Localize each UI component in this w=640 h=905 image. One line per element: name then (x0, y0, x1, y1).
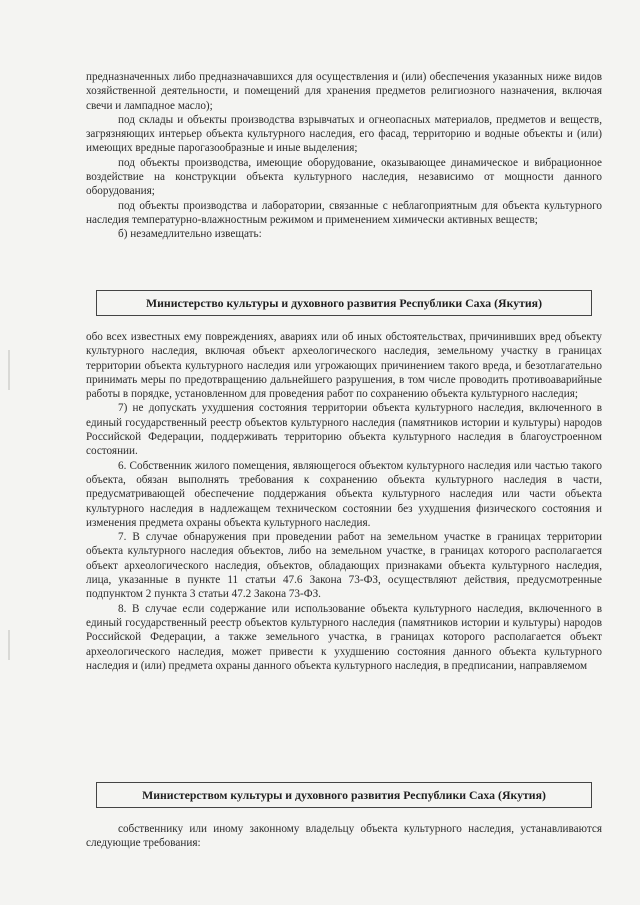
paragraph: 7) не допускать ухудшения состояния территории объекта культурного наследия, включенного в единый государственный реестр объектов культурного наследия (памятников истории и культуры) народов Российской Федерации, поддерживать территорию объекта культурного наследия в благоустроенном состоянии. (86, 402, 602, 458)
text-block-middle (86, 330, 602, 673)
scan-margin-mark (8, 350, 10, 390)
ministry-stamp: Министерством культуры и духовного развития Республики Саха (Якутия) (96, 782, 592, 808)
text-block-top (86, 70, 602, 242)
paragraph: под объекты производства, имеющие оборудование, оказывающее динамическое и вибрационное воздействие на конструкции объекта культурного наследия, независимо от мощности данного оборудования; (86, 156, 602, 198)
paragraph: 8. В случае если содержание или использование объекта культурного наследия, включенного в единый государственный реестр объектов культурного наследия (памятников истории и культуры) народов Российской Федерации, а также земельного участка, в границах которого располагается объект археологического наследия, может привести к ухудшению состояния данного объекта культурного наследия и (или) предмета охраны данного объекта культурного наследия, в предписании, направляемом (86, 602, 602, 672)
paragraph: обо всех известных ему повреждениях, авариях или об иных обстоятельствах, причинивших вред объекту культурного наследия, включая объект археологического наследия, земельному участку в границах территории объекта культурного наследия или угрожающих причинением такого вреда, и безотлагательно принимать меры по предотвращению дальнейшего разрушения, в том числе проводить противоаварийные работы в порядке, установленном для проведения работ по сохранению объекта культурного наследия; (86, 331, 602, 401)
paragraph: б) незамедлительно извещать: (118, 228, 262, 241)
paragraph: собственнику или иному законному владельцу объекта культурного наследия, устанавливаются следующие требования: (86, 823, 602, 850)
ministry-stamp: Министерство культуры и духовного развития Республики Саха (Якутия) (96, 290, 592, 316)
text-block-bottom (86, 822, 602, 851)
paragraph: под объекты производства и лаборатории, связанные с неблагоприятным для объекта культурного наследия температурно-влажностным режимом и применением химически активных веществ; (86, 199, 602, 226)
paragraph: 6. Собственник жилого помещения, являющегося объектом культурного наследия или частью такого объекта, обязан выполнять требования к сохранению объекта культурного наследия в части, предусматривающей обеспечение поддержания объекта культурного наследия или части объекта культурного наследия в надлежащем техническом состоянии без ухудшения физического состояния и изменения предмета охраны объекта культурного наследия. (86, 459, 602, 529)
paragraph: 7. В случае обнаружения при проведении работ на земельном участке в границах территории объекта культурного наследия объектов, либо на земельном участке, в границах которого располагается объект археологического наследия, объектов, обладающих признаками объекта культурного наследия, лица, указанные в пункте 11 статьи 47.6 Закона 73-ФЗ, осуществляют действия, предусмотренные подпунктом 2 пункта 3 статьи 47.2 Закона 73-ФЗ. (86, 531, 602, 601)
paragraph: под склады и объекты производства взрывчатых и огнеопасных материалов, предметов и веществ, загрязняющих интерьер объекта культурного наследия, его фасад, территорию и водные объекты и (или) имеющих вредные парогазообразные и иные выделения; (86, 113, 602, 155)
scan-margin-mark (8, 630, 10, 660)
paragraph: предназначенных либо предназначавшихся для осуществления и (или) обеспечения указанных ниже видов хозяйственной деятельности, и помещений для хранения предметов религиозного назначения, включая свечи и лампадное масло); (86, 71, 602, 112)
